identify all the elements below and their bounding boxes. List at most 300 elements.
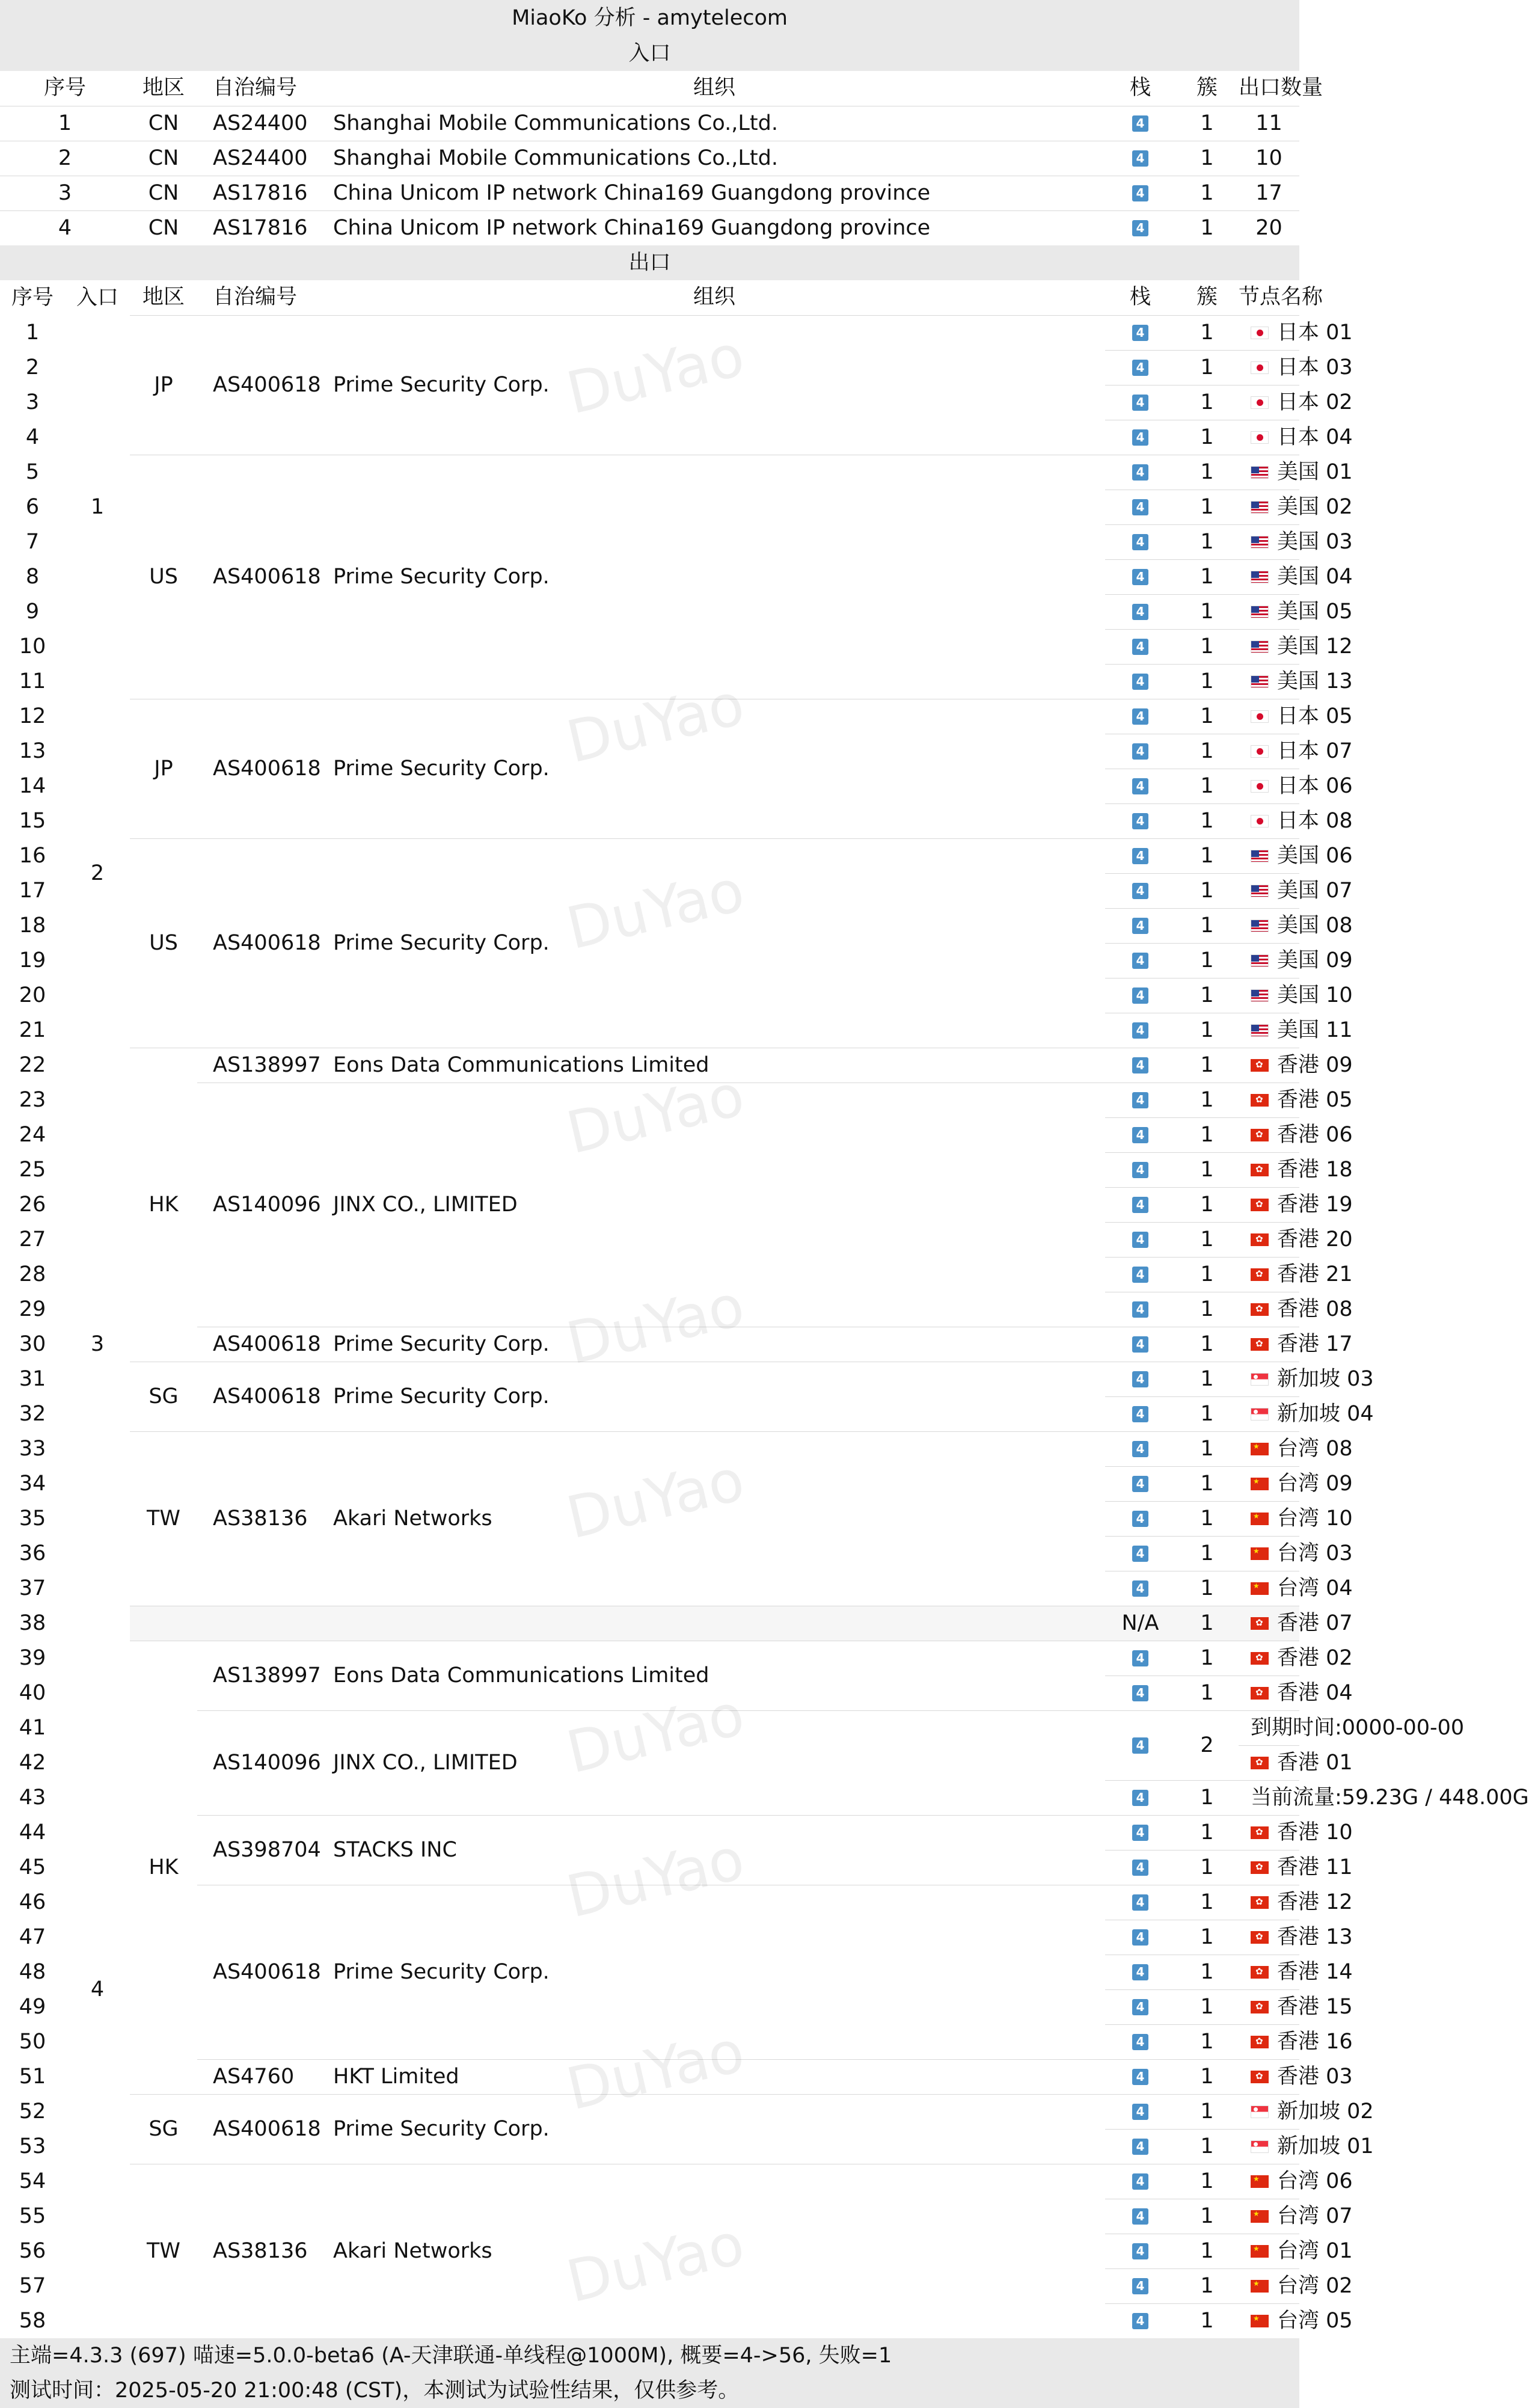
exit-cluster: 1 <box>1175 1466 1239 1501</box>
exit-index: 44 <box>19 1820 46 1844</box>
hk-flag-icon <box>1251 2036 1269 2048</box>
exit-asn: AS400618 <box>197 1885 323 2059</box>
node-name: 当前流量:59.23G / 448.00G <box>1251 1785 1529 1810</box>
node-name: 台湾 06 <box>1277 2169 1353 2193</box>
node-name: 美国 01 <box>1277 459 1353 484</box>
node-name: 台湾 01 <box>1277 2238 1353 2263</box>
hk-flag-icon <box>1251 1896 1269 1909</box>
ipv4-badge-icon: 4 <box>1132 1057 1148 1073</box>
exit-index: 23 <box>19 1087 46 1112</box>
ipv4-badge-icon: 4 <box>1132 150 1148 167</box>
node-name-cell <box>1239 420 1353 455</box>
jp-flag-icon <box>1251 745 1269 758</box>
node-name-cell <box>1239 385 1353 420</box>
node-name-cell <box>1239 1222 1353 1257</box>
node-name-cell <box>1239 1850 1353 1885</box>
exit-index: 31 <box>19 1366 46 1391</box>
entry-row <box>0 210 1299 245</box>
hk-flag-icon <box>1251 2001 1269 2013</box>
us-flag-icon <box>1251 885 1269 897</box>
node-name-cell <box>1239 1013 1353 1048</box>
exit-org: Akari Networks <box>323 1431 1105 1606</box>
node-name: 香港 01 <box>1277 1750 1353 1775</box>
exit-header-node: 节点名称 <box>1239 285 1323 310</box>
stack-cell <box>1105 1013 1175 1048</box>
stack-cell <box>1105 490 1175 524</box>
exit-index: 30 <box>19 1331 46 1356</box>
jp-flag-icon <box>1251 815 1269 828</box>
node-name-cell <box>1239 978 1353 1013</box>
hk-flag-icon <box>1251 1652 1269 1665</box>
stack-cell <box>1105 1222 1175 1257</box>
node-name-cell <box>1239 1431 1353 1466</box>
us-flag-icon <box>1251 954 1269 967</box>
tw-flag-icon <box>1251 2315 1269 2327</box>
ipv4-badge-icon: 4 <box>1132 883 1148 899</box>
entry-header-cluster: 簇 <box>1196 76 1218 100</box>
entry-asn: AS24400 <box>213 111 308 135</box>
node-name: 香港 04 <box>1277 1680 1353 1705</box>
watermark-text: DuYao <box>560 856 750 963</box>
sg-flag-icon <box>1251 2140 1269 2153</box>
entry-row <box>0 106 1299 141</box>
ipv4-badge-icon: 4 <box>1132 848 1148 864</box>
exit-index: 4 <box>25 425 40 449</box>
us-flag-icon <box>1251 466 1269 479</box>
exit-cluster: 1 <box>1175 1013 1239 1048</box>
node-name-cell <box>1239 1536 1353 1571</box>
exit-org: Prime Security Corp. <box>323 1885 1105 2059</box>
exit-org: Prime Security Corp. <box>323 2094 1105 2164</box>
exit-org: HKT Limited <box>323 2059 1105 2094</box>
exit-index: 53 <box>19 2134 46 2158</box>
exit-region: SG <box>130 1362 197 1431</box>
exit-cluster: 1 <box>1175 1048 1239 1083</box>
exit-org <box>323 1606 1105 1641</box>
node-name: 香港 10 <box>1277 1820 1353 1844</box>
node-name: 新加坡 04 <box>1277 1401 1374 1426</box>
ipv4-badge-icon: 4 <box>1132 1511 1148 1527</box>
exit-cluster: 1 <box>1175 1152 1239 1187</box>
stack-cell <box>1105 699 1175 734</box>
entry-header-region: 地区 <box>142 76 185 100</box>
exit-index: 10 <box>19 634 46 659</box>
exit-index: 24 <box>19 1122 46 1147</box>
exit-index: 11 <box>19 669 46 693</box>
exit-cluster: 1 <box>1175 2094 1239 2129</box>
node-name-cell <box>1239 315 1353 350</box>
stack-cell <box>1105 943 1175 978</box>
tw-flag-icon <box>1251 2210 1269 2223</box>
exit-region <box>130 1606 197 1641</box>
tw-flag-icon <box>1251 1513 1269 1525</box>
stack-cell <box>1105 2199 1175 2234</box>
exit-header-index: 序号 <box>11 285 54 310</box>
exit-cluster: 1 <box>1175 315 1239 350</box>
exit-cluster: 2 <box>1175 1710 1239 1780</box>
jp-flag-icon <box>1251 396 1269 409</box>
exit-cluster: 1 <box>1175 699 1239 734</box>
node-name-cell <box>1239 1327 1353 1362</box>
node-name-cell <box>1239 1606 1353 1641</box>
ipv4-badge-icon: 4 <box>1132 604 1148 620</box>
stack-cell <box>1105 2129 1175 2164</box>
exit-cluster: 1 <box>1175 1222 1239 1257</box>
node-name: 美国 05 <box>1277 599 1353 624</box>
entry-count: 20 <box>1255 215 1282 240</box>
node-name: 日本 08 <box>1277 808 1353 833</box>
exit-cluster: 1 <box>1175 1431 1239 1466</box>
exit-index: 2 <box>25 355 40 379</box>
stack-cell <box>1105 1780 1175 1815</box>
ipv4-badge-icon: 4 <box>1132 220 1148 236</box>
entry-org: Shanghai Mobile Communications Co.,Ltd. <box>333 111 778 135</box>
node-name: 香港 03 <box>1277 2064 1353 2089</box>
entry-org: China Unicom IP network China169 Guangdong province <box>333 180 931 205</box>
entry-asn: AS24400 <box>213 146 308 170</box>
exit-header-entry: 入口 <box>76 285 118 310</box>
node-name-cell <box>1239 2129 1374 2164</box>
us-flag-icon <box>1251 536 1269 548</box>
node-name-cell <box>1239 1710 1465 1745</box>
node-name: 美国 10 <box>1277 983 1353 1007</box>
node-name-cell <box>1239 2268 1353 2303</box>
exit-cluster: 1 <box>1175 1083 1239 1117</box>
jp-flag-icon <box>1251 780 1269 793</box>
exit-index: 52 <box>19 2099 46 2124</box>
exit-cluster: 1 <box>1175 629 1239 664</box>
hk-flag-icon <box>1251 1826 1269 1839</box>
ipv4-badge-icon: 4 <box>1132 1580 1148 1597</box>
exit-org: Akari Networks <box>323 2164 1105 2338</box>
us-flag-icon <box>1251 606 1269 618</box>
node-name-cell <box>1239 1920 1353 1955</box>
exit-cluster: 1 <box>1175 803 1239 838</box>
exit-asn: AS138997 <box>197 1048 323 1083</box>
ipv4-badge-icon: 4 <box>1132 1860 1148 1876</box>
exit-asn: AS400618 <box>197 2094 323 2164</box>
watermark-text: DuYao <box>560 1061 750 1167</box>
hk-flag-icon <box>1251 1199 1269 1211</box>
exit-org: Prime Security Corp. <box>323 1362 1105 1431</box>
exit-row <box>0 1048 1299 1083</box>
node-name: 香港 13 <box>1277 1924 1353 1949</box>
exit-cluster: 1 <box>1175 2303 1239 2338</box>
ipv4-badge-icon: 4 <box>1132 499 1148 515</box>
node-name: 香港 18 <box>1277 1157 1353 1182</box>
ipv4-badge-icon: 4 <box>1132 1737 1148 1754</box>
exit-entry-group: 3 <box>90 1331 105 1356</box>
stack-cell <box>1105 629 1175 664</box>
stack-cell <box>1105 1536 1175 1571</box>
exit-header-stack: 栈 <box>1129 285 1151 310</box>
exit-org: Prime Security Corp. <box>323 838 1105 1048</box>
stack-cell <box>1105 769 1175 803</box>
ipv4-badge-icon: 4 <box>1132 1232 1148 1248</box>
us-flag-icon <box>1251 850 1269 862</box>
exit-index: 42 <box>19 1750 46 1775</box>
exit-cluster: 1 <box>1175 1292 1239 1327</box>
node-name-cell <box>1239 1745 1353 1780</box>
exit-row <box>0 1431 1299 1466</box>
exit-index: 46 <box>19 1890 46 1914</box>
exit-region: HK <box>130 1048 197 1362</box>
exit-row <box>0 838 1299 873</box>
ipv4-badge-icon: 4 <box>1132 708 1148 725</box>
stack-cell <box>1105 664 1175 699</box>
exit-index: 26 <box>19 1192 46 1217</box>
exit-cluster: 1 <box>1175 1815 1239 1850</box>
exit-cluster: 1 <box>1175 559 1239 594</box>
exit-cluster: 1 <box>1175 1536 1239 1571</box>
entry-cluster: 1 <box>1200 215 1214 240</box>
exit-org: Prime Security Corp. <box>323 455 1105 699</box>
node-name-cell <box>1239 1885 1353 1920</box>
stack-cell <box>1105 1257 1175 1292</box>
tw-flag-icon <box>1251 1547 1269 1560</box>
node-name: 美国 13 <box>1277 669 1353 693</box>
stack-cell <box>1105 1362 1175 1396</box>
hk-flag-icon <box>1251 1129 1269 1141</box>
watermark-text: DuYao <box>560 1446 750 1552</box>
node-name: 台湾 05 <box>1277 2308 1353 2333</box>
node-name: 美国 12 <box>1277 634 1353 659</box>
stack-cell <box>1105 315 1175 350</box>
sg-flag-icon <box>1251 2105 1269 2118</box>
node-name: 新加坡 01 <box>1277 2134 1374 2158</box>
exit-row <box>0 2164 1299 2199</box>
exit-section-label: 出口 <box>628 250 671 275</box>
exit-index: 48 <box>19 1959 46 1984</box>
tw-flag-icon <box>1251 2280 1269 2293</box>
exit-cluster: 1 <box>1175 1117 1239 1152</box>
ipv4-badge-icon: 4 <box>1132 360 1148 376</box>
exit-org: Prime Security Corp. <box>323 1327 1105 1362</box>
stack-cell <box>1105 350 1175 385</box>
node-name-cell <box>1239 699 1353 734</box>
ipv4-badge-icon: 4 <box>1132 569 1148 585</box>
exit-cluster: 1 <box>1175 1606 1239 1641</box>
entry-cluster: 1 <box>1200 111 1214 135</box>
exit-region: SG <box>130 2094 197 2164</box>
node-name-cell <box>1239 943 1353 978</box>
exit-index: 13 <box>19 739 46 763</box>
entry-region: CN <box>148 215 179 240</box>
node-name: 日本 04 <box>1277 425 1353 449</box>
node-name: 美国 06 <box>1277 843 1353 868</box>
stack-cell <box>1105 1396 1175 1431</box>
ipv4-badge-icon: 4 <box>1132 2034 1148 2050</box>
hk-flag-icon <box>1251 1164 1269 1176</box>
entry-region: CN <box>148 111 179 135</box>
exit-cluster: 1 <box>1175 908 1239 943</box>
exit-org: Prime Security Corp. <box>323 315 1105 455</box>
hk-flag-icon <box>1251 1966 1269 1979</box>
footer-summary: 主端=4.3.3 (697) 喵速=5.0.0-beta6 (A-天津联通-单线程@1000M), 概要=4->56, 失败=1 <box>10 2343 892 2368</box>
node-name-cell <box>1239 734 1353 769</box>
ipv4-badge-icon: 4 <box>1132 1022 1148 1039</box>
exit-cluster: 1 <box>1175 769 1239 803</box>
us-flag-icon <box>1251 1024 1269 1037</box>
exit-cluster: 1 <box>1175 664 1239 699</box>
node-name-cell <box>1239 1117 1353 1152</box>
node-name: 香港 19 <box>1277 1192 1353 1217</box>
exit-index: 19 <box>19 948 46 972</box>
exit-index: 50 <box>19 2029 46 2054</box>
watermark-text: DuYao <box>560 2210 750 2316</box>
entry-header-row <box>0 71 1299 106</box>
ipv4-badge-icon: 4 <box>1132 115 1148 132</box>
exit-cluster: 1 <box>1175 1955 1239 1989</box>
exit-index: 8 <box>25 564 40 589</box>
exit-row <box>0 315 1299 350</box>
node-name-cell <box>1239 2164 1353 2199</box>
node-name: 香港 17 <box>1277 1331 1353 1356</box>
entry-count: 17 <box>1255 180 1282 205</box>
us-flag-icon <box>1251 920 1269 932</box>
sg-flag-icon <box>1251 1373 1269 1386</box>
exit-index: 51 <box>19 2064 46 2089</box>
exit-cluster: 1 <box>1175 2268 1239 2303</box>
exit-region: JP <box>130 699 197 838</box>
jp-flag-icon <box>1251 710 1269 723</box>
node-name: 日本 07 <box>1277 739 1353 763</box>
watermark-text: DuYao <box>560 2017 750 2124</box>
ipv4-badge-icon: 4 <box>1132 1267 1148 1283</box>
exit-index: 40 <box>19 1680 46 1705</box>
stack-cell <box>1105 1850 1175 1885</box>
entry-region: CN <box>148 146 179 170</box>
node-name: 新加坡 02 <box>1277 2099 1374 2124</box>
stack-cell <box>1105 2234 1175 2268</box>
ipv4-badge-icon: 4 <box>1132 534 1148 550</box>
node-name-cell <box>1239 908 1353 943</box>
entry-cluster: 1 <box>1200 180 1214 205</box>
node-name: 香港 21 <box>1277 1262 1353 1286</box>
exit-entry-group: 4 <box>90 1977 105 2001</box>
exit-cluster: 1 <box>1175 350 1239 385</box>
node-name: 香港 07 <box>1277 1611 1353 1635</box>
watermark-text: DuYao <box>560 1825 750 1931</box>
node-name: 美国 02 <box>1277 494 1353 519</box>
hk-flag-icon <box>1251 1338 1269 1351</box>
exit-header-region: 地区 <box>142 285 185 310</box>
hk-flag-icon <box>1251 1303 1269 1316</box>
node-name: 台湾 10 <box>1277 1506 1353 1531</box>
title-row <box>0 0 1299 36</box>
exit-row <box>0 2094 1299 2129</box>
ipv4-badge-icon: 4 <box>1132 2069 1148 2085</box>
ipv4-badge-icon: 4 <box>1132 674 1148 690</box>
exit-cluster: 1 <box>1175 594 1239 629</box>
stack-cell <box>1105 838 1175 873</box>
ipv4-badge-icon: 4 <box>1132 1336 1148 1353</box>
entry-region: CN <box>148 180 179 205</box>
stack-cell <box>1105 1710 1175 1780</box>
node-name: 新加坡 03 <box>1277 1366 1374 1391</box>
jp-flag-icon <box>1251 327 1269 339</box>
node-name: 香港 16 <box>1277 2029 1353 2054</box>
exit-cluster: 1 <box>1175 455 1239 490</box>
entry-row <box>0 141 1299 176</box>
exit-index: 36 <box>19 1541 46 1565</box>
node-name-cell <box>1239 524 1353 559</box>
exit-asn: AS400618 <box>197 315 323 455</box>
exit-row <box>0 699 1299 734</box>
exit-region: US <box>130 838 197 1048</box>
node-name-cell <box>1239 1780 1529 1815</box>
ipv4-badge-icon: 4 <box>1132 813 1148 829</box>
node-name: 美国 11 <box>1277 1018 1353 1042</box>
ipv4-badge-icon: 4 <box>1132 1929 1148 1946</box>
ipv4-badge-icon: 4 <box>1132 1441 1148 1457</box>
ipv4-badge-icon: 4 <box>1132 1406 1148 1422</box>
stack-cell <box>1105 559 1175 594</box>
ipv4-badge-icon: 4 <box>1132 1301 1148 1318</box>
exit-row <box>0 1362 1299 1396</box>
entry-index: 1 <box>58 111 72 135</box>
exit-index: 41 <box>19 1715 46 1740</box>
stack-cell <box>1105 803 1175 838</box>
node-name: 日本 02 <box>1277 390 1353 414</box>
exit-cluster: 1 <box>1175 2129 1239 2164</box>
tw-flag-icon <box>1251 1478 1269 1490</box>
node-name-cell <box>1239 350 1353 385</box>
ipv4-badge-icon: 4 <box>1132 185 1148 201</box>
ipv4-badge-icon: 4 <box>1132 953 1148 969</box>
exit-section-row <box>0 245 1299 280</box>
exit-index: 58 <box>19 2308 46 2333</box>
stack-cell <box>1105 594 1175 629</box>
exit-index: 1 <box>25 320 40 345</box>
exit-index: 20 <box>19 983 46 1007</box>
ipv4-badge-icon: 4 <box>1132 1476 1148 1492</box>
stack-cell <box>1105 1920 1175 1955</box>
ipv4-badge-icon: 4 <box>1132 395 1148 411</box>
stack-cell <box>1105 1048 1175 1083</box>
node-name-cell <box>1239 803 1353 838</box>
entry-asn: AS17816 <box>213 180 308 205</box>
exit-index: 27 <box>19 1227 46 1252</box>
ipv4-badge-icon: 4 <box>1132 1546 1148 1562</box>
exit-row <box>0 455 1299 490</box>
node-name: 美国 08 <box>1277 913 1353 938</box>
node-name: 美国 03 <box>1277 529 1353 554</box>
stack-cell <box>1105 1641 1175 1675</box>
stack-cell <box>1105 873 1175 908</box>
node-name-cell <box>1239 1083 1353 1117</box>
entry-count: 10 <box>1255 146 1282 170</box>
node-name: 美国 07 <box>1277 878 1353 903</box>
exit-cluster: 1 <box>1175 2234 1239 2268</box>
exit-index: 9 <box>25 599 40 624</box>
exit-index: 16 <box>19 843 46 868</box>
exit-index: 33 <box>19 1436 46 1461</box>
exit-cluster: 1 <box>1175 385 1239 420</box>
exit-cluster: 1 <box>1175 2164 1239 2199</box>
stack-cell <box>1105 1989 1175 2024</box>
exit-cluster: 1 <box>1175 524 1239 559</box>
node-name-cell <box>1239 2303 1353 2338</box>
exit-cluster: 1 <box>1175 1362 1239 1396</box>
node-name: 香港 20 <box>1277 1227 1353 1252</box>
exit-org: JINX CO., LIMITED <box>323 1083 1105 1327</box>
stack-cell <box>1105 1117 1175 1152</box>
stack-cell <box>1105 1152 1175 1187</box>
exit-asn: AS138997 <box>197 1641 323 1710</box>
node-name: 台湾 09 <box>1277 1471 1353 1496</box>
node-name-cell <box>1239 838 1353 873</box>
